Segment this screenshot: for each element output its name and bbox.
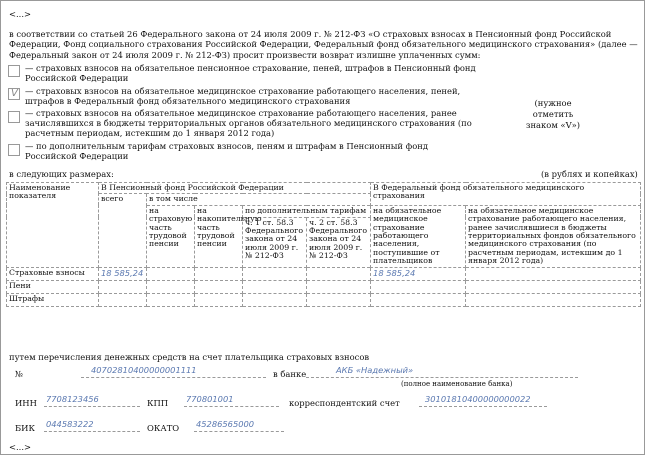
ffoms-payers-cell[interactable] [371, 293, 466, 306]
header-add-part1: ч. 1 ст. 58.3 Федерального закона от 24 июля 2009 г. № 212-ФЗ [243, 217, 307, 267]
table-cell[interactable] [307, 280, 371, 293]
intro-paragraph: в соответствии со статьей 26 Федерального закона от 24 июля 2009 г. № 212-ФЗ «О страховых взносах в Пенсионный фонд Российской Федерации, Фонд социального страхования Российской Федерации, Федеральный фонд обязательного медицинского страхования» (далее — Федеральный закон от 24 июля 2009 г. № 212-ФЗ) просит произвести возврат излишне уплаченных сумм: [9, 29, 638, 60]
bottom-ellipsis-marker: <...> [9, 442, 32, 452]
bank-name-value: АКБ «Надежный» [336, 365, 414, 375]
table-cell[interactable] [147, 267, 195, 280]
option-checkbox-pension[interactable] [8, 65, 20, 77]
top-ellipsis-marker: <...> [9, 9, 32, 19]
table-cell[interactable] [466, 293, 641, 306]
okato-value: 45286565000 [196, 419, 255, 429]
table-cell[interactable] [147, 280, 195, 293]
header-pfr: В Пенсионный фонд Российской Федерации [99, 183, 371, 194]
header-total: всего [99, 194, 147, 267]
inn-label: ИНН [15, 398, 37, 408]
table-cell[interactable] [243, 293, 307, 306]
header-additional-tariffs: по дополнительным тарифам [243, 205, 371, 217]
kpp-value: 770801001 [186, 394, 234, 404]
row-label: Пени [7, 280, 99, 293]
row-label: Штрафы [7, 293, 99, 306]
corr-account-label: корреспондентский счет [289, 398, 400, 408]
table-cell[interactable] [307, 267, 371, 280]
bik-value: 044583222 [46, 419, 94, 429]
refund-amounts-table [6, 182, 641, 307]
bank-name-caption: (полное наименование банка) [401, 380, 513, 388]
pfr-total-cell[interactable] [99, 293, 147, 306]
kpp-field[interactable] [184, 394, 279, 407]
header-including: в том числе [147, 194, 371, 205]
table-row [7, 280, 641, 293]
bik-field[interactable] [44, 419, 140, 432]
table-cell[interactable] [195, 267, 243, 280]
header-ffoms-payers: на обязательное медицинское страхование работающего населения, поступившие от плательщиков [371, 205, 466, 267]
table-cell[interactable] [307, 293, 371, 306]
corr-account-value: 30101810400000000022 [425, 394, 531, 404]
table-cell[interactable] [243, 267, 307, 280]
table-cell[interactable] [466, 280, 641, 293]
header-funded-part: на накопительную часть трудовой пенсии [195, 205, 243, 267]
table-cell[interactable] [243, 280, 307, 293]
ffoms-payers-cell[interactable] [371, 280, 466, 293]
option-checkbox-medical[interactable]: V [8, 88, 20, 100]
option-checkbox-additional[interactable] [8, 144, 20, 156]
account-number-label: № [15, 369, 23, 379]
account-number-field[interactable] [81, 365, 266, 378]
corr-account-field[interactable] [419, 394, 547, 407]
inn-value: 7708123456 [46, 394, 99, 404]
pfr-total-cell[interactable]: 18 585,24 [99, 267, 147, 280]
okato-label: ОКАТО [147, 423, 180, 433]
header-indicator: Наименование показателя [7, 183, 99, 268]
table-cell[interactable] [147, 293, 195, 306]
table-row [7, 293, 641, 306]
bik-label: БИК [15, 423, 35, 433]
header-insurance-part: на страховую часть трудовой пенсии [147, 205, 195, 267]
option-text-pension: — страховых взносов на обязательное пенсионное страхование, пеней, штрафов в Пенсионный фонд Российской Федерации [25, 63, 476, 84]
table-row [7, 267, 641, 280]
option-text-territorial: — страховых взносов на обязательное медицинское страхование работающего населения, ранее зачислявшихся в бюджеты территориальных органов обязательного медицинского страхования (по расчетным периодам, истекшим до 1 января 2012 года) [25, 108, 472, 139]
table-cell[interactable] [195, 280, 243, 293]
kpp-label: КПП [147, 398, 169, 408]
bank-label: в банке [273, 369, 307, 379]
header-add-part2: ч. 2 ст. 58.3 Федерального закона от 24 июля 2009 г. № 212-ФЗ [307, 217, 371, 267]
mark-instruction-note: (нужное отметить знаком «V») [525, 98, 581, 130]
units-label: (в рублях и копейках) [541, 169, 638, 179]
okato-field[interactable] [194, 419, 284, 432]
account-number-value: 40702810400000001111 [91, 365, 197, 375]
row-label: Страховые взносы [7, 267, 99, 280]
pfr-total-cell[interactable] [99, 280, 147, 293]
option-checkbox-territorial[interactable] [8, 111, 20, 123]
inn-field[interactable] [44, 394, 140, 407]
header-ffoms: В Федеральный фонд обязательного медицинского страхования [371, 183, 641, 206]
table-cell[interactable] [466, 267, 641, 280]
table-cell[interactable] [195, 293, 243, 306]
transfer-label: путем перечисления денежных средств на счет плательщика страховых взносов [9, 352, 370, 362]
amounts-label: в следующих размерах: [9, 169, 114, 179]
ffoms-payers-cell[interactable]: 18 585,24 [371, 267, 466, 280]
option-text-medical: — страховых взносов на обязательное медицинское страхование работающего населения, пеней, штрафов в Федеральный фонд обязательного медицинского страхования [25, 86, 461, 107]
option-text-additional: — по дополнительным тарифам страховых взносов, пеням и штрафам в Пенсионный фонд Российской Федерации [25, 141, 428, 162]
bank-name-field[interactable] [306, 365, 578, 378]
header-ffoms-territorial: на обязательное медицинское страхование работающего населения, ранее зачислявшиеся в бюджеты территориальных фондов обязательного медицинского страхования (по расчетным периодам, истекшим до 1 января 2012 года) [466, 205, 641, 267]
